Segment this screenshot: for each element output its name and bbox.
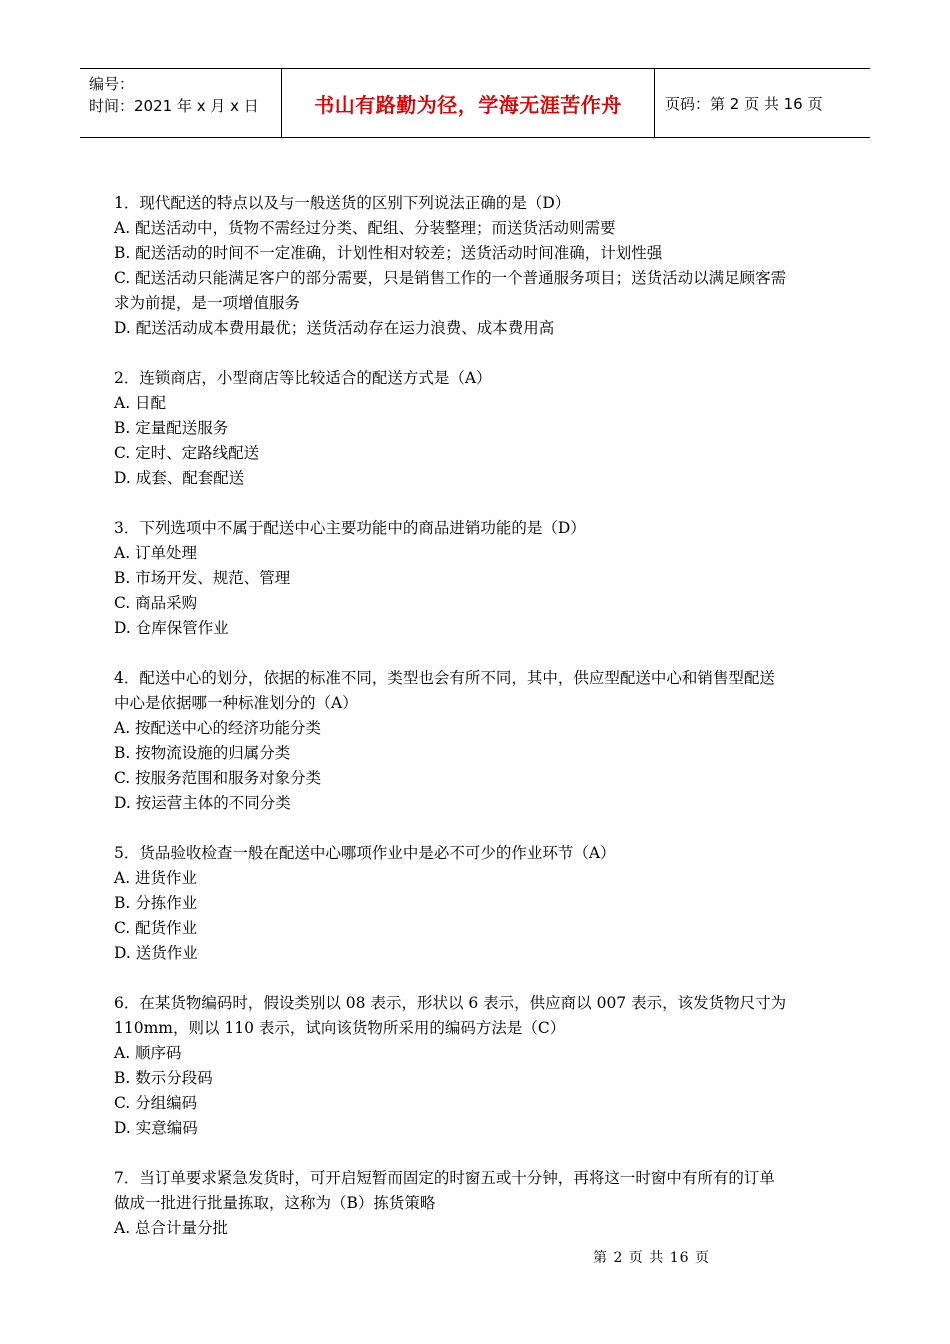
option-c: C. 定时、定路线配送 [114, 444, 260, 462]
option-b: B. 定量配送服务 [114, 419, 229, 437]
option-a: A. 配送活动中，货物不需经过分类、配组、分装整理；而送货活动则需要 [114, 219, 616, 237]
document-number-label: 编号： [89, 75, 135, 93]
question-5 [114, 841, 838, 966]
question-4 [114, 666, 838, 816]
option-b: B. 市场开发、规范、管理 [114, 569, 291, 587]
option-b: B. 按物流设施的归属分类 [114, 744, 291, 762]
option-a: A. 日配 [114, 394, 167, 412]
option-d: D. 送货作业 [114, 944, 198, 962]
question-text: 1．现代配送的特点以及与一般送货的区别下列说法正确的是（D） [114, 194, 571, 212]
option-d: D. 仓库保管作业 [114, 619, 229, 637]
page-header [80, 68, 870, 138]
option-b: B. 分拣作业 [114, 894, 198, 912]
header-meta [80, 69, 282, 137]
question-text: 2．连锁商店，小型商店等比较适合的配送方式是（A） [114, 369, 492, 387]
question-2 [114, 366, 838, 491]
header-motto: 书山有路勤为径，学海无涯苦作舟 [282, 69, 655, 137]
question-text: 4．配送中心的划分，依据的标准不同，类型也会有所不同，其中，供应型配送中心和销售型配送 [114, 669, 775, 687]
option-c: C. 配送活动只能满足客户的部分需要，只是销售工作的一个普通服务项目；送货活动以满足顾客需 [114, 269, 787, 287]
header-page-info: 页码：第 2 页 共 16 页 [665, 94, 823, 113]
option-d: D. 按运营主体的不同分类 [114, 794, 291, 812]
question-3 [114, 516, 838, 641]
question-list [114, 191, 838, 1266]
question-text-continued: 做成一批进行批量拣取，这称为（B）拣货策略 [114, 1194, 436, 1212]
option-d: D. 实意编码 [114, 1119, 198, 1137]
question-text: 7．当订单要求紧急发货时，可开启短暂而固定的时窗五或十分钟，再将这一时窗中有所有的订单 [114, 1169, 775, 1187]
option-a: A. 订单处理 [114, 544, 198, 562]
option-c: C. 分组编码 [114, 1094, 198, 1112]
option-b: B. 数示分段码 [114, 1069, 213, 1087]
option-b: B. 配送活动的时间不一定准确，计划性相对较差；送货活动时间准确，计划性强 [114, 244, 663, 262]
question-text: 6．在某货物编码时，假设类别以 08 表示，形状以 6 表示，供应商以 007 表示，该发货物尺寸为 [114, 994, 787, 1012]
option-a: A. 顺序码 [114, 1044, 182, 1062]
option-c: C. 配货作业 [114, 919, 198, 937]
question-text-continued: 中心是依据哪一种标准划分的（A） [114, 694, 358, 712]
question-text: 3．下列选项中不属于配送中心主要功能中的商品进销功能的是（D） [114, 519, 586, 537]
option-a: A. 总合计量分批 [114, 1219, 229, 1237]
option-c-continued: 求为前提，是一项增值服务 [114, 294, 301, 312]
question-1 [114, 191, 838, 341]
option-a: A. 按配送中心的经济功能分类 [114, 719, 322, 737]
option-a: A. 进货作业 [114, 869, 198, 887]
option-c: C. 按服务范围和服务对象分类 [114, 769, 322, 787]
page-footer: 第 2 页 共 16 页 [593, 1250, 710, 1266]
option-d: D. 配送活动成本费用最优；送货活动存在运力浪费、成本费用高 [114, 319, 555, 337]
document-time-label: 时间：2021 年 x 月 x 日 [89, 97, 259, 115]
question-6 [114, 991, 838, 1141]
option-d: D. 成套、配套配送 [114, 469, 245, 487]
question-text: 5．货品验收检查一般在配送中心哪项作业中是必不可少的作业环节（A） [114, 844, 616, 862]
question-text-continued: 110mm，则以 110 表示，试向该货物所采用的编码方法是（C） [114, 1019, 566, 1037]
option-c: C. 商品采购 [114, 594, 198, 612]
question-7 [114, 1166, 838, 1241]
